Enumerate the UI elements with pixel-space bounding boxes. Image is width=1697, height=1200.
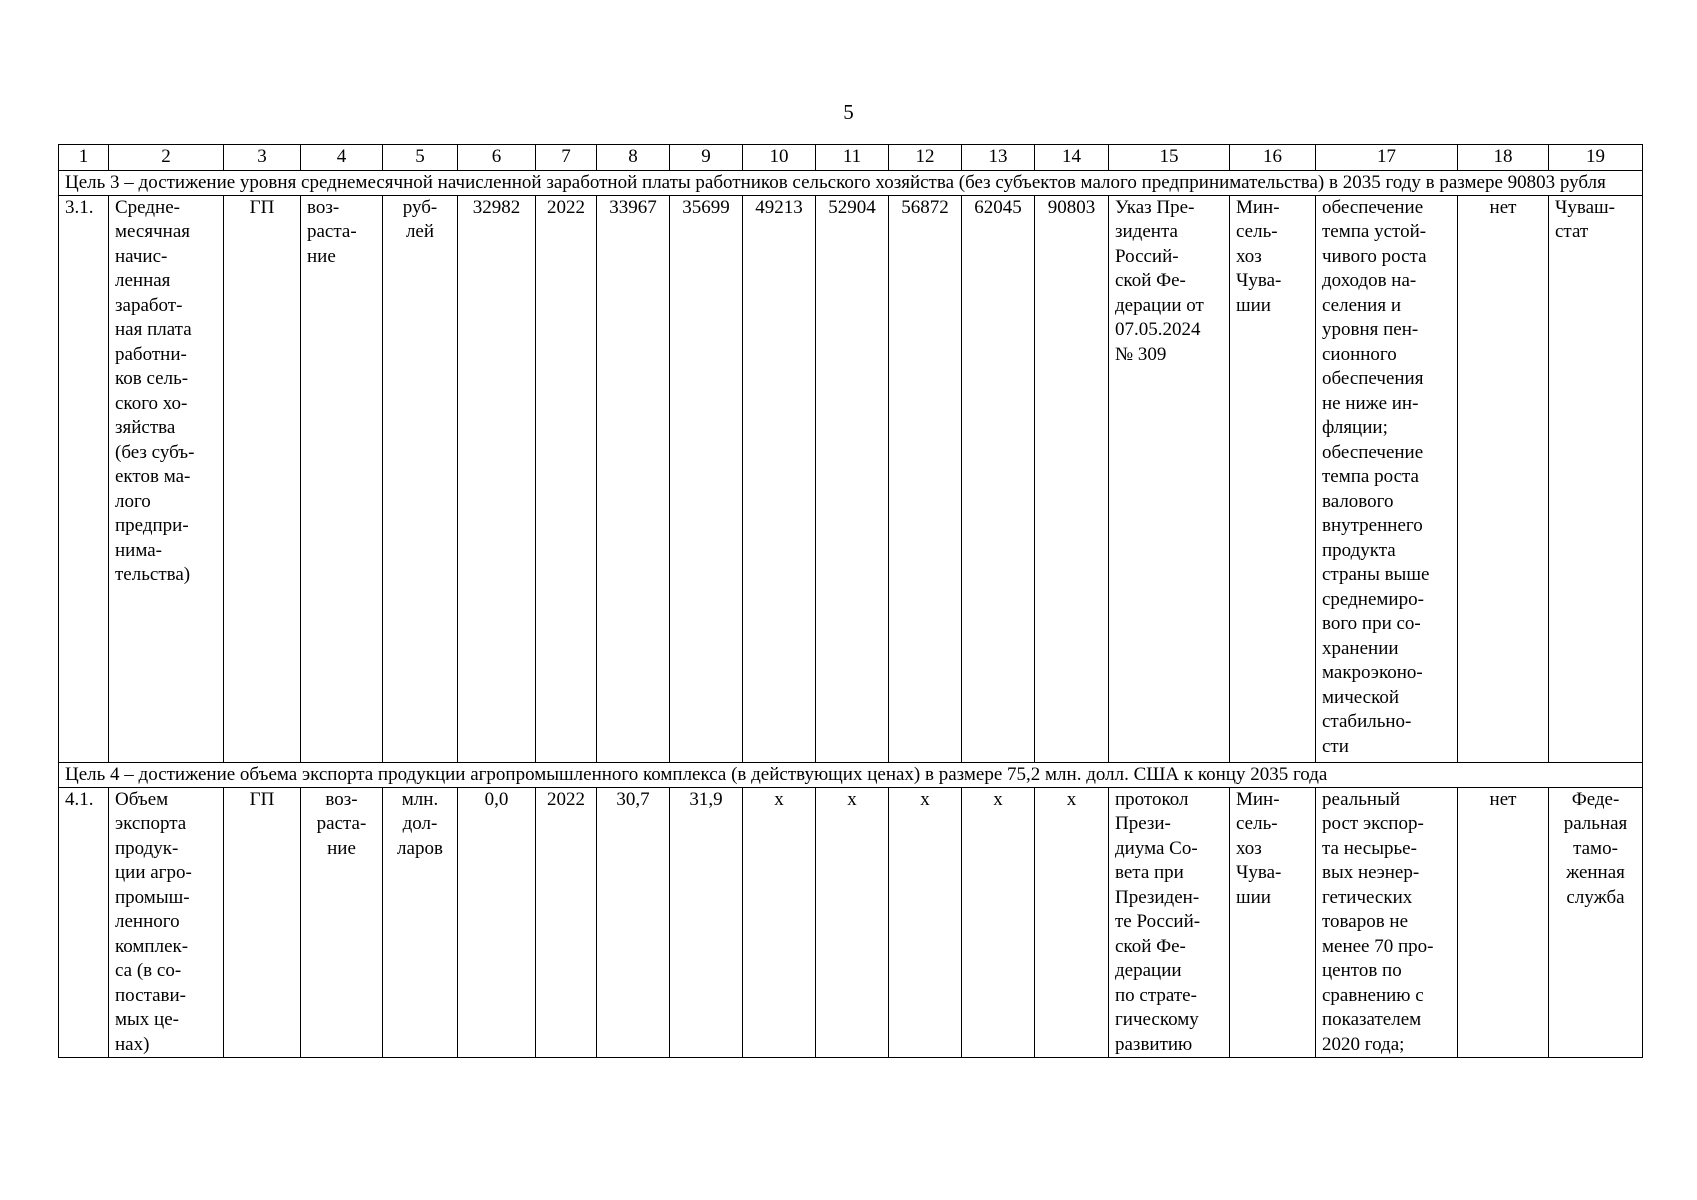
- document-cell: Указ Пре- зидента Россий- ской Фе- дерации от 07.05.2024 № 309: [1115, 196, 1204, 365]
- level-cell: ГП: [224, 787, 301, 1058]
- header-cell: 2: [109, 145, 224, 171]
- header-cell: 17: [1316, 145, 1458, 171]
- base-year-cell: 2022: [536, 195, 597, 762]
- value-cell-12: 56872: [889, 195, 962, 762]
- value-cell-10: х: [743, 787, 816, 1058]
- value-cell-8: 33967: [597, 195, 670, 762]
- header-cell: 8: [597, 145, 670, 171]
- header-cell: 18: [1458, 145, 1549, 171]
- value-cell-11: х: [816, 787, 889, 1058]
- value-cell-13: х: [962, 787, 1035, 1058]
- value-cell-9: 35699: [670, 195, 743, 762]
- header-cell: 5: [383, 145, 458, 171]
- value-cell-14: 90803: [1035, 195, 1109, 762]
- header-cell: 4: [301, 145, 383, 171]
- table-row: [59, 787, 1643, 1058]
- value-cell-13: 62045: [962, 195, 1035, 762]
- header-cell: 7: [536, 145, 597, 171]
- trend-cell: воз- раста- ние: [307, 196, 357, 267]
- header-cell: 9: [670, 145, 743, 171]
- goal-3-text: Цель 3 – достижение уровня среднемесячной начисленной заработной платы работников сельского хозяйства (без субъектов малого предпринимательства) в 2035 году в размере 90803 рубля: [59, 170, 1643, 195]
- flag-cell: нет: [1458, 195, 1549, 762]
- row-number: 3.1.: [59, 195, 109, 762]
- value-cell-8: 30,7: [597, 787, 670, 1058]
- value-cell-11: 52904: [816, 195, 889, 762]
- indicator-name: Средне- месячная начис- ленная заработ- ная плата работни- ков сель- ского хо- зяйства (без субъ- ектов ма- лого предпри- нима- тельства): [115, 196, 195, 585]
- header-cell: 10: [743, 145, 816, 171]
- header-cell: 13: [962, 145, 1035, 171]
- document-cell: протокол Прези- диума Со- вета при Президен- те Россий- ской Фе- дерации по страте- гическому развитию: [1115, 788, 1201, 1055]
- indicator-name: Объем экспорта продук- ции агро- промыш- ленного комплек- са (в со- постави- мых це- нах): [115, 788, 192, 1055]
- source-cell: Чуваш- стат: [1555, 196, 1615, 242]
- link-cell: обеспечение темпа устой- чивого роста доходов на- селения и уровня пен- сионного обеспечения не ниже ин- фляции; обеспечение темпа роста валового внутреннего продукта страны выше среднемиро- вого при со- хранении макроэконо- мической стабильно- сти: [1322, 196, 1430, 757]
- base-value-cell: 32982: [458, 195, 536, 762]
- indicators-table: [58, 144, 1643, 1058]
- page-number: 5: [843, 100, 854, 124]
- header-cell: 11: [816, 145, 889, 171]
- goal-row: [59, 762, 1643, 787]
- value-cell-9: 31,9: [670, 787, 743, 1058]
- row-number: 4.1.: [59, 787, 109, 1058]
- header-cell: 1: [59, 145, 109, 171]
- level-cell: ГП: [224, 195, 301, 762]
- source-cell: Феде- ральная тамо- женная служба: [1563, 788, 1628, 908]
- header-cell: 6: [458, 145, 536, 171]
- header-cell: 12: [889, 145, 962, 171]
- header-cell: 19: [1549, 145, 1643, 171]
- goal-row: [59, 170, 1643, 195]
- header-cell: 3: [224, 145, 301, 171]
- flag-cell: нет: [1458, 787, 1549, 1058]
- trend-cell: воз- раста- ние: [316, 788, 367, 859]
- header-cell: 16: [1230, 145, 1316, 171]
- base-year-cell: 2022: [536, 787, 597, 1058]
- table-row: [59, 195, 1643, 762]
- header-cell: 15: [1109, 145, 1230, 171]
- value-cell-12: х: [889, 787, 962, 1058]
- goal-4-text: Цель 4 – достижение объема экспорта продукции агропромышленного комплекса (в действующих ценах) в размере 75,2 млн. долл. США к концу 2035 года: [59, 762, 1643, 787]
- header-cell: 14: [1035, 145, 1109, 171]
- unit-cell: руб- лей: [402, 196, 438, 242]
- responsible-cell: Мин- сель- хоз Чува- шии: [1236, 788, 1282, 908]
- value-cell-14: х: [1035, 787, 1109, 1058]
- responsible-cell: Мин- сель- хоз Чува- шии: [1236, 196, 1282, 316]
- link-cell: реальный рост экспор- та несырье- вых неэнер- гетических товаров не менее 70 про- центов по сравнению с показателем 2020 года;: [1322, 788, 1434, 1055]
- header-row: [59, 145, 1643, 171]
- unit-cell: млн. дол- ларов: [397, 788, 443, 859]
- value-cell-10: 49213: [743, 195, 816, 762]
- base-value-cell: 0,0: [458, 787, 536, 1058]
